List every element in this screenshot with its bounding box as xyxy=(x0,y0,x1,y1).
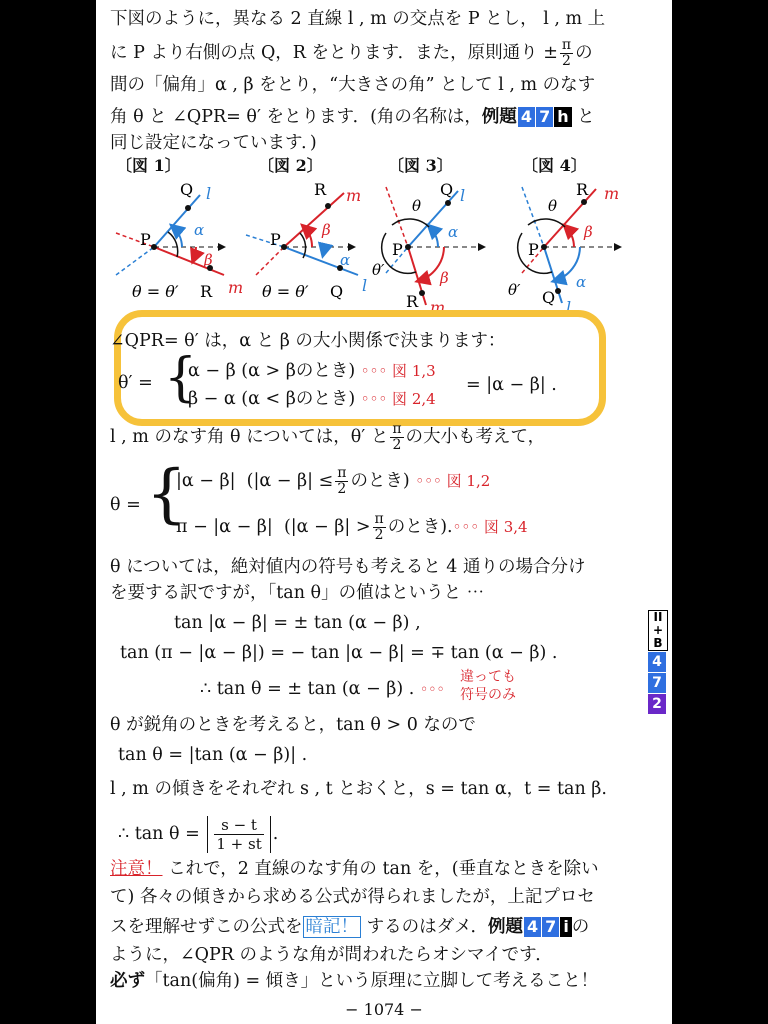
eq-3-dots: ◦◦◦ xyxy=(419,682,445,698)
pi-over-2-fraction xyxy=(335,466,348,497)
theta-case-2-value: π − |α − β| xyxy=(176,517,273,537)
eq-3-note xyxy=(460,668,516,704)
eq-5-den: 1 + st xyxy=(216,835,262,853)
eq-4: tan θ = |tan (α − β)| . xyxy=(118,745,308,765)
svg-text:α: α xyxy=(194,221,205,239)
example-badge-item-2[interactable]: i xyxy=(560,917,571,937)
note-line-3-text: スを理解せずこの公式を xyxy=(110,917,303,937)
intro-line-2-text: に P より右側の点 Q，R をとります．また，原則通り ± xyxy=(110,43,558,63)
svg-text:α: α xyxy=(576,273,587,291)
fig1-P: P xyxy=(140,230,151,249)
page-number: − 1074 − xyxy=(345,1000,423,1019)
frac-num: π xyxy=(374,511,384,527)
memorize-label: 暗記！ xyxy=(303,916,362,938)
frac-den: 2 xyxy=(374,527,384,543)
eq-3-text: ∴ tan θ = ± tan (α − β) . xyxy=(200,679,415,699)
eq-3-note-line-1: 違っても xyxy=(460,669,516,685)
note-line-4: ように，∠QPR のような角が問われたらオシマイです． xyxy=(110,945,553,965)
boxed-case-2 xyxy=(188,386,436,412)
svg-text:R: R xyxy=(200,282,213,301)
case-2-text: β − α (α < βのとき) xyxy=(188,389,356,409)
svg-text:θ′: θ′ xyxy=(372,261,385,279)
example-label: 例題 xyxy=(481,107,517,127)
svg-text:Q: Q xyxy=(542,288,556,307)
note-line-3-mid: するのはダメ． xyxy=(366,917,489,937)
p2-line-1-tail: の大小も考えて， xyxy=(405,427,546,447)
svg-text:β: β xyxy=(584,223,593,241)
note-line-5 xyxy=(110,968,598,994)
svg-text:P: P xyxy=(392,240,403,259)
p3-line-4: l , m の傾きをそれぞれ s , t とおくと，s = tan α，t = tan β. xyxy=(110,779,607,799)
example-badge-chapter[interactable]: 4 xyxy=(518,107,535,127)
svg-text:l: l xyxy=(566,298,572,315)
figure-1-label: 〔図 1〕 xyxy=(116,156,181,175)
figures-diagram xyxy=(96,175,672,315)
figure-4-label: 〔図 4〕 xyxy=(522,156,587,175)
figure-3-label: 〔図 3〕 xyxy=(388,156,453,175)
intro-line-4-tail: と xyxy=(577,107,595,127)
example-label-2: 例題 xyxy=(488,917,524,937)
pi-over-2-fraction xyxy=(390,422,403,453)
svg-text:l: l xyxy=(206,184,212,203)
svg-text:m: m xyxy=(430,298,446,315)
eq-2: tan (π − |α − β|) = − tan |α − β| = ∓ tan (α − β) . xyxy=(120,643,558,663)
figure-2 xyxy=(246,180,367,301)
note-line-5-text: 「tan(偏角) = 傾き」という原理に立脚して考えること！ xyxy=(145,971,599,991)
p3-line-3: θ が鋭角のときを考えると，tan θ > 0 なので xyxy=(110,715,476,735)
note-line-2: て) 各々の傾きから求める公式が得られましたが，上記プロセ xyxy=(110,887,595,907)
intro-line-1: 下図のように，異なる 2 直線 l , m の交点を P とし， l , m 上 xyxy=(110,9,606,29)
boxed-lhs: θ′ = xyxy=(118,373,153,393)
p3-line-2: を要する訳ですが，「tan θ」の値はというと ⋯ xyxy=(110,583,485,603)
svg-text:θ: θ xyxy=(412,197,422,215)
theta-case-1-cond: (|α − β| ≤ xyxy=(246,471,334,491)
theta-case-2-cond: (|α − β| > xyxy=(283,517,371,537)
side-tab-roman: II xyxy=(653,610,663,624)
svg-text:β: β xyxy=(440,269,449,287)
svg-text:m: m xyxy=(604,184,620,203)
abs-bars xyxy=(207,816,270,853)
svg-text:β: β xyxy=(204,251,213,269)
eq-1: tan |α − β| = ± tan (α − β) , xyxy=(174,613,421,633)
side-tab-header xyxy=(648,610,668,651)
note-line-3 xyxy=(110,914,589,940)
boxed-rhs: = |α − β| . xyxy=(466,375,557,395)
example-badge-chapter-2[interactable]: 4 xyxy=(524,917,541,937)
p2-line-1-text: l , m のなす角 θ については，θ′ と xyxy=(110,427,389,447)
figure-3 xyxy=(372,180,484,315)
theta-case-2 xyxy=(176,512,528,543)
eq-5 xyxy=(118,816,278,853)
svg-text:θ = θ′: θ = θ′ xyxy=(132,282,179,301)
svg-text:R: R xyxy=(314,180,327,199)
note-line-1-text: これで，2 直線のなす角の tan を，(垂直なときを除い xyxy=(168,859,599,879)
eq-5-fraction xyxy=(214,816,263,853)
svg-text:m: m xyxy=(346,186,362,205)
example-badge-item[interactable]: h xyxy=(554,107,571,127)
svg-text:P: P xyxy=(270,230,281,249)
eq-3 xyxy=(200,676,445,703)
svg-text:α: α xyxy=(448,223,459,241)
svg-text:θ′: θ′ xyxy=(508,281,521,299)
example-badge-section[interactable]: 7 xyxy=(536,107,553,127)
intro-line-4 xyxy=(110,104,595,130)
svg-text:P: P xyxy=(528,240,539,259)
case-1-note: ◦◦◦ 図 1,3 xyxy=(360,362,436,380)
side-tab-b: B xyxy=(653,636,663,650)
theta-brace: { xyxy=(146,457,187,531)
svg-text:R: R xyxy=(406,292,419,311)
svg-text:θ: θ xyxy=(548,197,558,215)
note-line-3-tail: の xyxy=(571,917,590,937)
svg-text:Q: Q xyxy=(330,282,344,301)
frac-den: 2 xyxy=(562,53,571,69)
theta-case-1-tail: のとき) xyxy=(350,471,410,491)
side-tab-digit-1: 4 xyxy=(648,652,666,672)
theta-case-1 xyxy=(176,466,490,497)
chapter-side-tab[interactable] xyxy=(648,610,668,715)
eq-5-lhs: ∴ tan θ = xyxy=(118,824,200,844)
figure-4 xyxy=(508,180,620,315)
case-1-text: α − β (α > βのとき) xyxy=(188,361,356,381)
frac-num: π xyxy=(392,421,402,437)
intro-line-3: 間の「偏角」α , β をとり，“大きさの角” として l , m のなす xyxy=(110,75,596,95)
theta-case-2-tail: のとき). xyxy=(387,517,453,537)
example-badge-section-2[interactable]: 7 xyxy=(542,917,559,937)
intro-line-2-tail: の xyxy=(575,43,593,63)
theta-case-1-note: ◦◦◦ 図 1,2 xyxy=(415,472,491,490)
theta-lhs: θ = xyxy=(110,495,141,515)
side-tab-plus: + xyxy=(652,623,664,637)
frac-num: π xyxy=(561,37,572,53)
warning-label: 注意！ xyxy=(110,859,163,879)
intro-line-2 xyxy=(110,38,593,69)
eq-3-note-line-2: 符号のみ xyxy=(460,687,516,703)
p3-line-1: θ については，絶対値内の符号も考えると 4 通りの場合分け xyxy=(110,557,586,577)
figure-2-label: 〔図 2〕 xyxy=(258,156,323,175)
svg-text:α: α xyxy=(340,251,351,269)
svg-text:β: β xyxy=(322,221,331,239)
svg-text:Q: Q xyxy=(180,180,194,199)
side-tab-digit-2: 7 xyxy=(648,673,666,693)
eq-5-num: s − t xyxy=(214,816,263,835)
eq-5-dot: . xyxy=(272,824,279,844)
note-line-1 xyxy=(110,856,599,882)
case-2-note: ◦◦◦ 図 2,4 xyxy=(360,390,436,408)
figure-1 xyxy=(116,180,243,301)
theta-case-2-note: ◦◦◦ 図 3,4 xyxy=(452,518,528,536)
side-tab-digit-3: 2 xyxy=(648,694,666,714)
intro-line-4-text: 角 θ と ∠QPR= θ′ をとります．(角の名称は， xyxy=(110,107,482,127)
frac-num: π xyxy=(337,465,347,481)
frac-den: 2 xyxy=(392,437,402,453)
svg-text:Q: Q xyxy=(440,180,454,199)
frac-den: 2 xyxy=(337,481,347,497)
p2-line-1 xyxy=(110,422,545,453)
boxed-line-1: ∠QPR= θ′ は，α と β の大小関係で決まります： xyxy=(110,331,506,351)
intro-line-5: 同じ設定になっています．) xyxy=(110,133,317,153)
theta-case-1-value: |α − β| xyxy=(176,471,236,491)
svg-text:R: R xyxy=(576,180,589,199)
boxed-case-1 xyxy=(188,358,436,384)
pi-over-2-fraction xyxy=(373,512,386,543)
svg-text:l: l xyxy=(362,276,368,295)
svg-text:θ = θ′: θ = θ′ xyxy=(262,282,309,301)
pi-over-2-fraction xyxy=(560,38,573,69)
left-brace: { xyxy=(164,348,198,408)
svg-text:l: l xyxy=(460,186,466,205)
svg-text:m: m xyxy=(228,278,244,297)
document-page xyxy=(96,0,672,1024)
must-label: 必ず xyxy=(110,971,145,991)
